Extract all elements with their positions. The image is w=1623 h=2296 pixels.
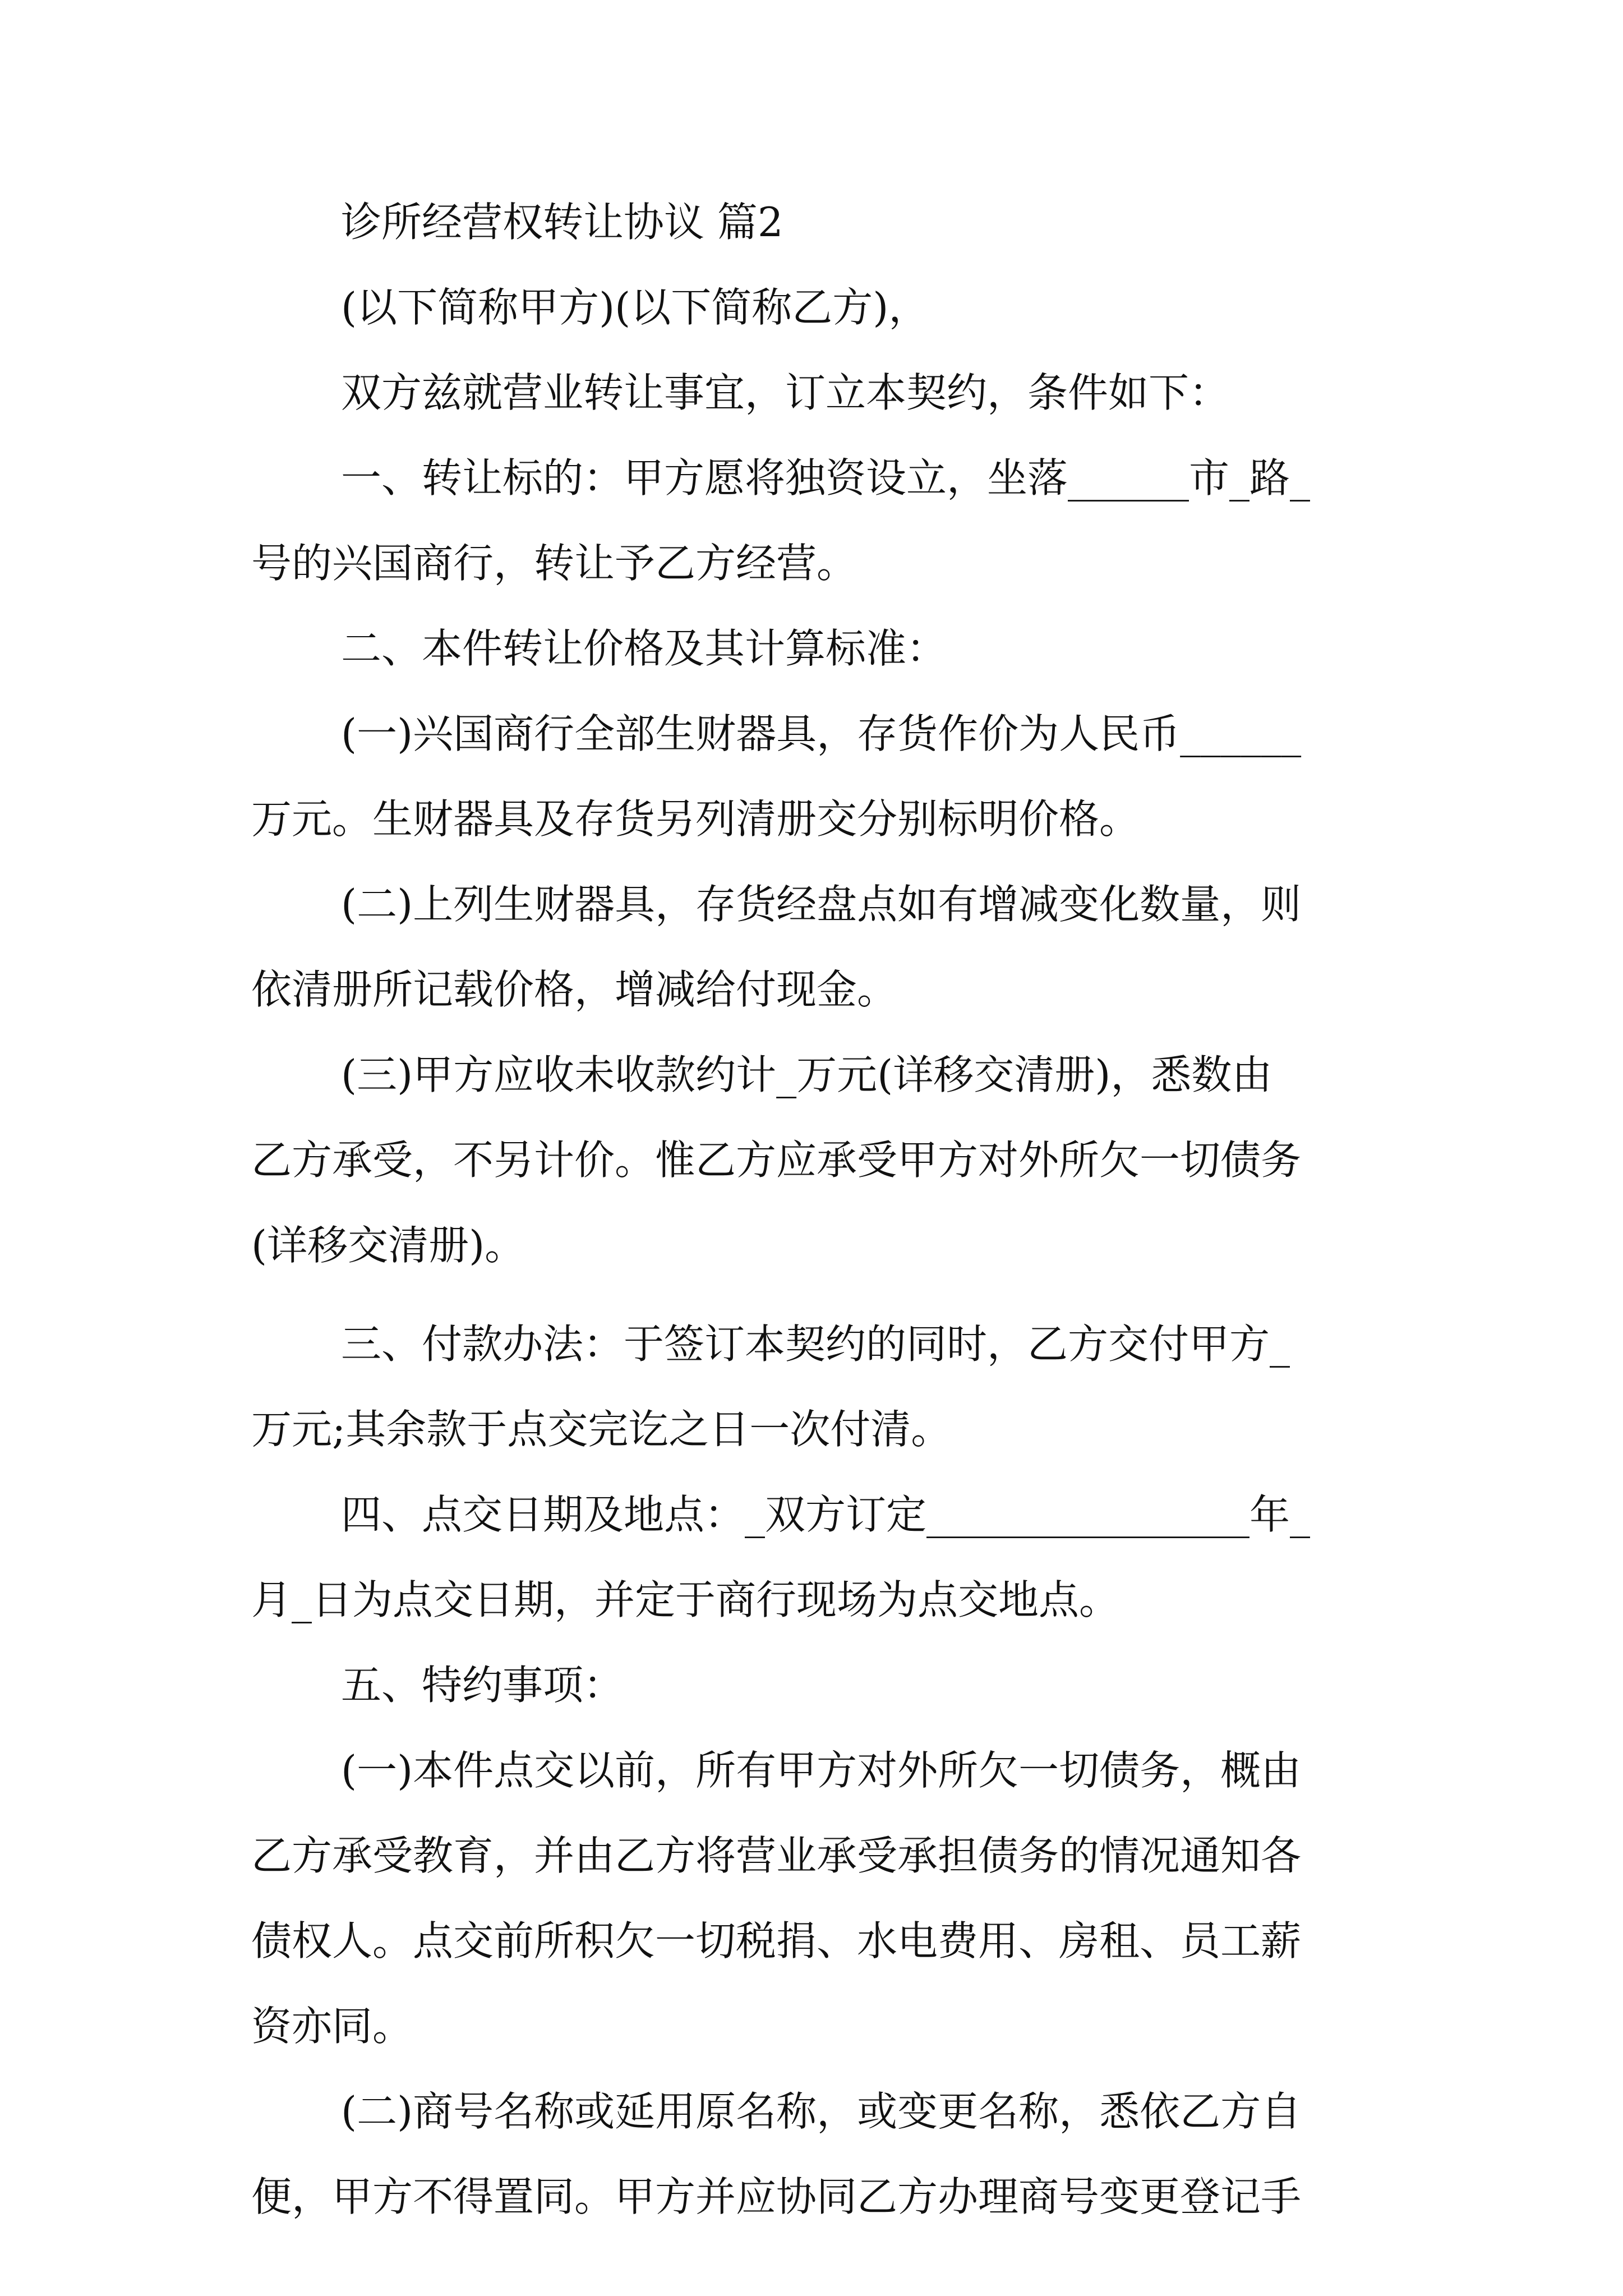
paragraph-line: (一)本件点交以前，所有甲方对外所欠一切债务，概由	[341, 1747, 1302, 1794]
paragraph-line: 乙方承受，不另计价。惟乙方应承受甲方对外所欠一切债务	[251, 1137, 1302, 1184]
section-heading: 三、付款办法：于签订本契约的同时，乙方交付甲方_	[341, 1320, 1290, 1368]
paragraph-line: (二)上列生财器具，存货经盘点如有增减变化数量，则	[341, 881, 1302, 928]
document-title: 诊所经营权转让协议 篇2	[341, 199, 783, 246]
paragraph-line: 号的兴国商行，转让予乙方经营。	[251, 540, 857, 587]
section-heading: 二、本件转让价格及其计算标准：	[341, 625, 947, 672]
paragraph-line: 万元。生财器具及存货另列清册交分别标明价格。	[251, 795, 1140, 843]
paragraph-line: (详移交清册)。	[251, 1222, 525, 1269]
paragraph-line: 万元;其余款于点交完讫之日一次付清。	[251, 1406, 952, 1453]
section-heading: 一、转让标的：甲方愿将独资设立，坐落______市_路_	[341, 454, 1311, 501]
paragraph-line: 便，甲方不得置同。甲方并应协同乙方办理商号变更登记手	[251, 2173, 1302, 2220]
paragraph-line: 资亦同。	[251, 2003, 413, 2050]
paragraph-line: 双方兹就营业转让事宜，订立本契约，条件如下：	[341, 369, 1230, 416]
paragraph-line: (二)商号名称或延用原名称，或变更名称，悉依乙方自	[341, 2088, 1302, 2135]
paragraph-line: 依清册所记载价格，增减给付现金。	[251, 966, 898, 1013]
paragraph-line: 债权人。点交前所积欠一切税捐、水电费用、房租、员工薪	[251, 1917, 1302, 1964]
paragraph-line: (一)兴国商行全部生财器具，存货作价为人民币______	[341, 710, 1302, 757]
paragraph-line: 月_日为点交日期，并定于商行现场为点交地点。	[251, 1576, 1120, 1623]
paragraph-line: (三)甲方应收未收款约计_万元(详移交清册)，悉数由	[341, 1051, 1272, 1098]
section-heading: 四、点交日期及地点：_双方订定________________年_	[341, 1491, 1311, 1538]
paragraph-line: 乙方承受教育，并由乙方将营业承受承担债务的情况通知各	[251, 1832, 1302, 1879]
section-heading: 五、特约事项：	[341, 1662, 624, 1709]
party-definition: (以下简称甲方)(以下简称乙方)，	[341, 284, 929, 331]
